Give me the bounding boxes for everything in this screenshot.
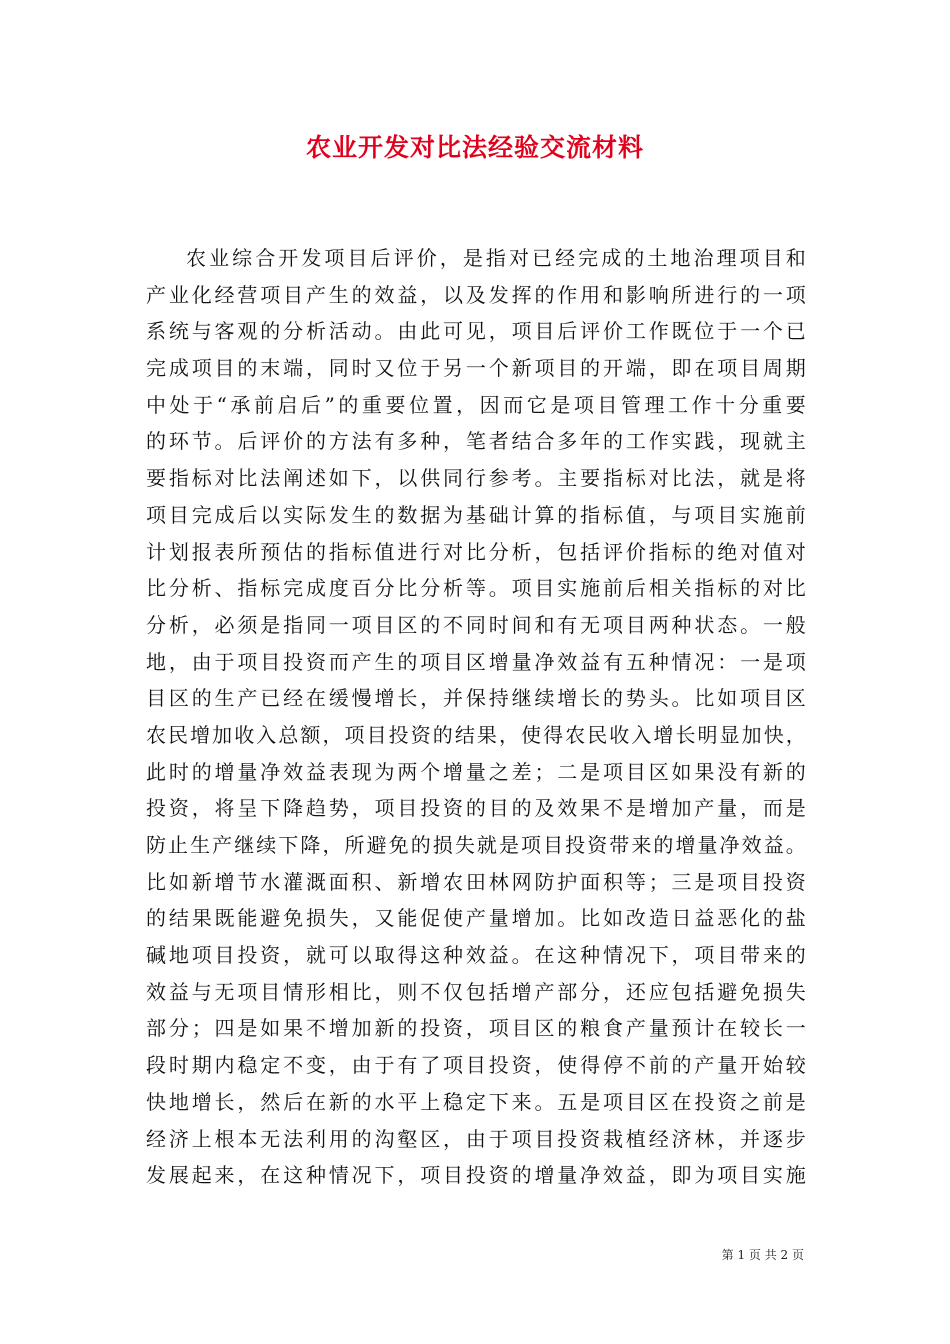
paragraph-line: 要指标对比法阐述如下，以供同行参考。主要指标对比法，就是将 bbox=[146, 466, 806, 491]
paragraph-line: 效益与无项目情形相比，则不仅包括增产部分，还应包括避免损失 bbox=[146, 979, 806, 1004]
paragraph-line: 分析，必须是指同一项目区的不同时间和有无项目两种状态。一般 bbox=[146, 612, 806, 637]
paragraph-line: 防止生产继续下降，所避免的损失就是项目投资带来的增量净效益。 bbox=[146, 833, 806, 857]
paragraph-line: 经济上根本无法利用的沟壑区，由于项目投资栽植经济林，并逐步 bbox=[146, 1126, 806, 1151]
paragraph-line: 此时的增量净效益表现为两个增量之差；二是项目区如果没有新的 bbox=[146, 759, 806, 784]
paragraph-line: 地，由于项目投资而产生的项目区增量净效益有五种情况：一是项 bbox=[146, 649, 806, 674]
paragraph-line: 的结果既能避免损失，又能促使产量增加。比如改造日益恶化的盐 bbox=[146, 906, 806, 931]
document-title: 农业开发对比法经验交流材料 bbox=[305, 133, 644, 162]
paragraph-line: 目区的生产已经在缓慢增长，并保持继续增长的势头。比如项目区 bbox=[146, 686, 806, 711]
paragraph-line: 发展起来，在这种情况下，项目投资的增量净效益，即为项目实施 bbox=[146, 1163, 806, 1188]
paragraph-line: 中处于“承前启后”的重要位置，因而它是项目管理工作十分重要 bbox=[146, 392, 806, 417]
paragraph-line: 的环节。后评价的方法有多种，笔者结合多年的工作实践，现就主 bbox=[146, 429, 806, 454]
paragraph-line: 项目完成后以实际发生的数据为基础计算的指标值，与项目实施前 bbox=[146, 502, 806, 527]
paragraph-line: 碱地项目投资，就可以取得这种效益。在这种情况下，项目带来的 bbox=[146, 943, 806, 968]
paragraph-line: 比如新增节水灌溉面积、新增农田林网防护面积等；三是项目投资 bbox=[146, 869, 806, 894]
paragraph-line: 快地增长，然后在新的水平上稳定下来。五是项目区在投资之前是 bbox=[146, 1089, 806, 1114]
paragraph-line: 农民增加收入总额，项目投资的结果，使得农民收入增长明显加快， bbox=[146, 722, 806, 747]
paragraph-line: 完成项目的末端，同时又位于另一个新项目的开端，即在项目周期 bbox=[146, 356, 806, 381]
paragraph-line: 计划报表所预估的指标值进行对比分析，包括评价指标的绝对值对 bbox=[146, 539, 806, 564]
paragraph-line: 比分析、指标完成度百分比分析等。项目实施前后相关指标的对比 bbox=[146, 576, 806, 601]
paragraph-line: 产业化经营项目产生的效益，以及发挥的作用和影响所进行的一项 bbox=[146, 282, 806, 307]
paragraph-line: 投资，将呈下降趋势，项目投资的目的及效果不是增加产量，而是 bbox=[146, 796, 806, 821]
body-paragraph bbox=[146, 240, 806, 1194]
paragraph-line: 农业综合开发项目后评价，是指对已经完成的土地治理项目和 bbox=[186, 246, 806, 270]
paragraph-line: 系统与客观的分析活动。由此可见，项目后评价工作既位于一个已 bbox=[146, 319, 806, 344]
paragraph-line: 段时期内稳定不变，由于有了项目投资，使得停不前的产量开始较 bbox=[146, 1053, 806, 1078]
paragraph-line: 部分；四是如果不增加新的投资，项目区的粮食产量预计在较长一 bbox=[146, 1016, 806, 1041]
page-number: 第 1 页 共 2 页 bbox=[721, 1248, 804, 1262]
